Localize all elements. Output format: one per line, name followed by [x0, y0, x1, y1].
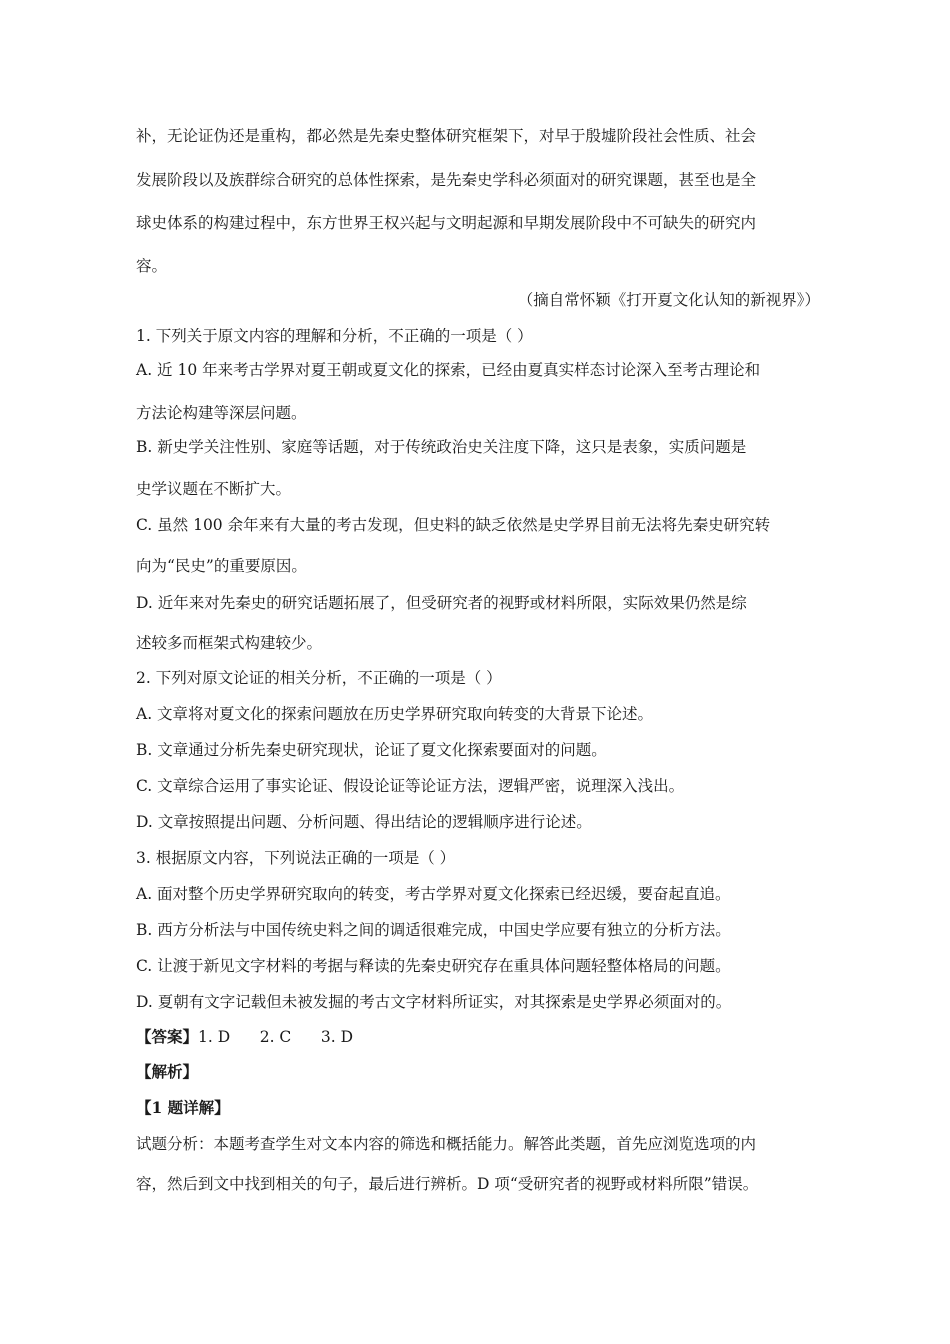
option-c-line: C. 文章综合运用了事实论证、假设论证等论证方法，逻辑严密，说理深入浅出。 [136, 777, 685, 795]
analysis-line: 试题分析：本题考查学生对文本内容的筛选和概括能力。解答此类题，首先应浏览选项的内 [136, 1135, 757, 1153]
analysis-detail-tag: 【1 题详解】 [136, 1098, 230, 1117]
option-d-line: D. 近年来对先秦史的研究话题拓展了，但受研究者的视野或材料所限，实际效果仍然是综 [136, 594, 747, 612]
question-stem: 2. 下列对原文论证的相关分析，不正确的一项是（ ） [136, 669, 502, 687]
option-d-line: D. 文章按照提出问题、分析问题、得出结论的逻辑顺序进行论述。 [136, 813, 592, 831]
option-c-line: C. 让渡于新见文字材料的考据与释读的先秦史研究存在重具体问题轻整体格局的问题。 [136, 957, 731, 975]
option-a-line: 方法论构建等深层问题。 [136, 404, 307, 422]
passage-source: （摘自常怀颖《打开夏文化认知的新视界》） [517, 291, 820, 309]
analysis-tag: 【解析】 [136, 1062, 199, 1081]
option-a-line: A. 面对整个历史学界研究取向的转变，考古学界对夏文化探索已经迟缓，要奋起直追。 [136, 885, 731, 903]
question-stem: 1. 下列关于原文内容的理解和分析，不正确的一项是（ ） [136, 327, 533, 345]
passage-line: 球史体系的构建过程中，东方世界王权兴起与文明起源和早期发展阶段中不可缺失的研究内 [136, 214, 757, 232]
option-a-line: A. 近 10 年来考古学界对夏王朝或夏文化的探索，已经由夏真实样态讨论深入至考古理论和 [136, 361, 761, 379]
passage-line: 发展阶段以及族群综合研究的总体性探索，是先秦史学科必须面对的研究课题，甚至也是全 [136, 171, 757, 189]
answer-line [136, 1027, 353, 1047]
option-a-line: A. 文章将对夏文化的探索问题放在历史学界研究取向转变的大背景下论述。 [136, 705, 654, 723]
option-b-line: 史学议题在不断扩大。 [136, 480, 292, 498]
option-d-line: D. 夏朝有文字记载但未被发掘的考古文字材料所证实，对其探索是史学界必须面对的。 [136, 993, 732, 1011]
option-b-line: B. 西方分析法与中国传统史料之间的调适很难完成，中国史学应要有独立的分析方法。 [136, 921, 731, 939]
option-b-line: B. 文章通过分析先秦史研究现状，论证了夏文化探索要面对的问题。 [136, 741, 607, 759]
passage-line: 补，无论证伪还是重构，都必然是先秦史整体研究框架下，对早于殷墟阶段社会性质、社会 [136, 127, 757, 145]
option-b-line: B. 新史学关注性别、家庭等话题，对于传统政治史关注度下降，这只是表象，实质问题是 [136, 438, 747, 456]
answer-text: 1. D 2. C 3. D [198, 1028, 354, 1046]
question-stem: 3. 根据原文内容，下列说法正确的一项是（ ） [136, 849, 456, 867]
answer-tag: 【答案】 [136, 1027, 199, 1046]
analysis-line: 容，然后到文中找到相关的句子，最后进行辨析。D 项“受研究者的视野或材料所限”错误。 [136, 1175, 759, 1193]
option-d-line: 述较多而框架式构建较少。 [136, 634, 323, 652]
passage-line: 容。 [136, 257, 168, 275]
option-c-line: C. 虽然 100 余年来有大量的考古发现，但史料的缺乏依然是史学界目前无法将先秦史研究转 [136, 516, 771, 534]
option-c-line: 向为“民史”的重要原因。 [136, 557, 307, 575]
